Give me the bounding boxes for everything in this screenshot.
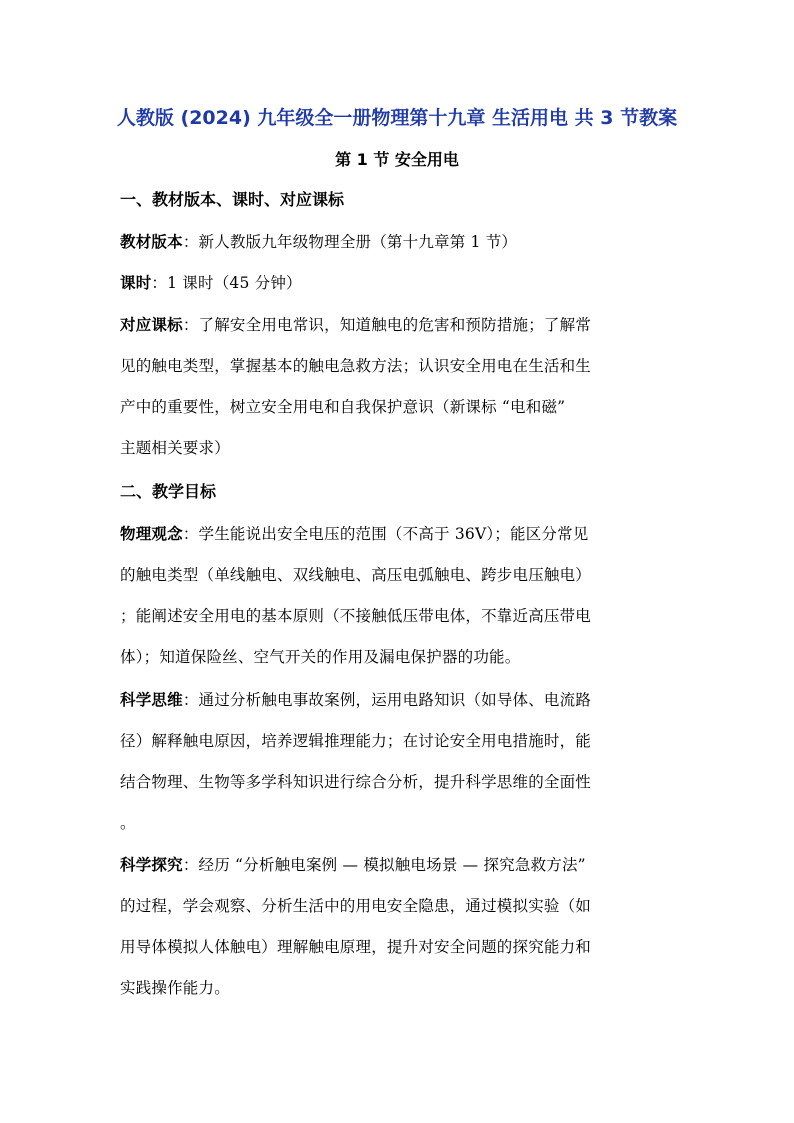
paragraph-textbook-version [120,222,680,263]
label-textbook-version: 教材版本 [120,233,183,251]
label-scientific-thinking: 科学思维 [120,691,183,709]
paragraph-line [120,305,680,346]
label-physics-concept: 物理观念 [120,525,183,543]
paragraph-line [120,514,680,555]
paragraph-text: ：了解安全用电常识，知道触电的危害和预防措施；了解常 [182,316,592,334]
paragraph-line: 见的触电类型，掌握基本的触电急救方法；认识安全用电在生活和生 [120,357,592,375]
paragraph-text: ：通过分析触电事故案例，运用电路知识（如导体、电流路 [182,691,592,709]
paragraph-line [120,845,680,886]
paragraph-physics-concept [120,514,680,678]
label-curriculum-standard: 对应课标 [120,316,183,334]
paragraph-line: 实践操作能力。 [120,979,230,997]
paragraph-line: 的触电类型（单线触电、双线触电、高压电弧触电、跨步电压触电） [120,566,592,584]
section-subtitle: 第 1 节 安全用电 [335,150,459,169]
document-title: 人教版 (2024) 九年级全一册物理第十九章 生活用电 共 3 节教案 [116,107,678,129]
paragraph-text: ：经历 “分析触电案例 — 模拟触电场景 — 探究急救方法” [182,856,586,874]
paragraph-line: 产中的重要性，树立安全用电和自我保护意识（新课标 “电和磁” [120,398,566,416]
heading-teaching-objectives: 二、教学目标 [120,482,217,501]
paragraph-line: 体）；知道保险丝、空气开关的作用及漏电保护器的功能。 [120,648,521,666]
paragraph-line [120,680,680,721]
label-scientific-inquiry: 科学探究 [120,856,183,874]
paragraph-class-hours [120,263,680,304]
paragraph-curriculum-standard [120,305,680,469]
paragraph-scientific-thinking [120,680,680,844]
paragraph-scientific-inquiry [120,845,680,1009]
paragraph-line [120,222,680,263]
paragraph-text: ：新人教版九年级物理全册（第十九章第 1 节） [182,233,518,251]
paragraph-line: 。 [120,814,136,832]
paragraph-line: 结合物理、生物等多学科知识进行综合分析，提升科学思维的全面性 [120,773,592,791]
paragraph-line: ；能阐述安全用电的基本原则（不接触低压带电体，不靠近高压带电 [120,607,592,625]
paragraph-line [120,263,680,304]
paragraph-text: ：学生能说出安全电压的范围（不高于 36V）；能区分常见 [182,525,589,543]
heading-textbook-hours-standard: 一、教材版本、课时、对应课标 [120,190,345,209]
paragraph-line: 径）解释触电原因，培养逻辑推理能力；在讨论安全用电措施时，能 [120,732,592,750]
paragraph-line: 的过程，学会观察、分析生活中的用电安全隐患，通过模拟实验（如 [120,897,592,915]
paragraph-text: ：1 课时（45 分钟） [151,274,302,292]
label-class-hours: 课时 [120,274,152,292]
paragraph-line: 主题相关要求） [120,439,230,457]
paragraph-line: 用导体模拟人体触电）理解触电原理，提升对安全问题的探究能力和 [120,938,592,956]
